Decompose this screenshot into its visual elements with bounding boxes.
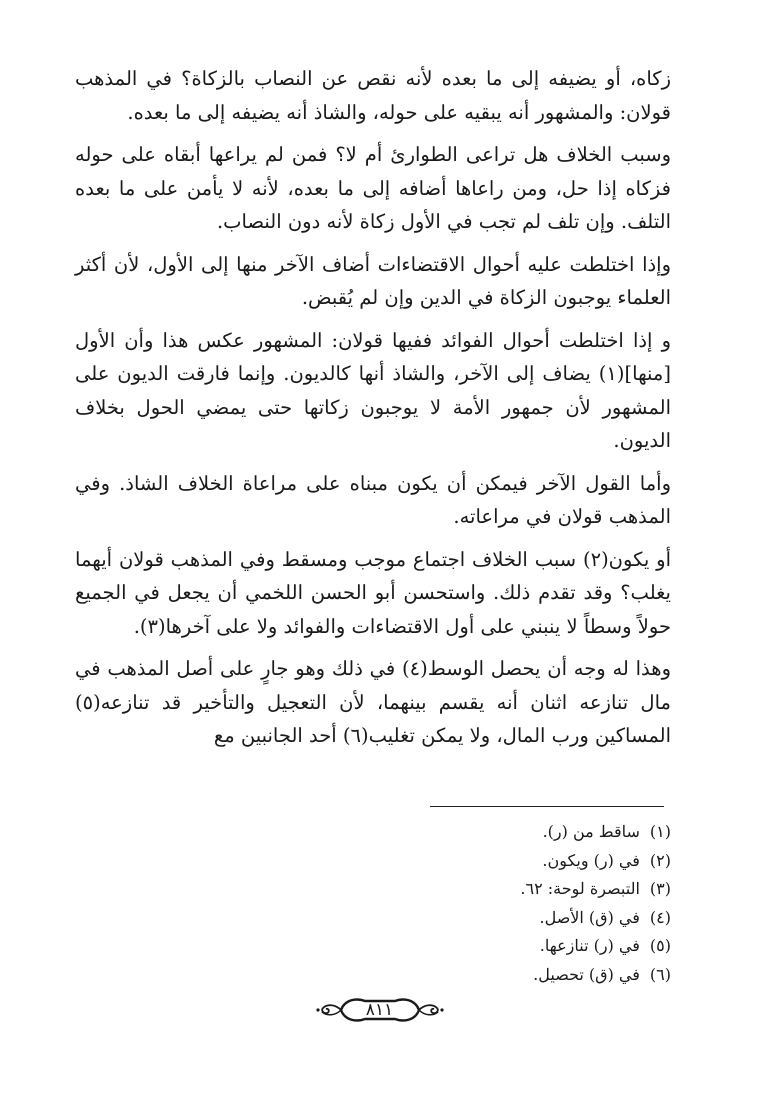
footnote-text: في (ق) تحصيل.: [533, 964, 640, 984]
footnote-5: [371, 932, 671, 961]
footnote-text: في (ر) تنازعها.: [539, 936, 640, 955]
footnote-4: [371, 904, 671, 933]
paragraph-7: وهذا له وجه أن يحصل الوسط(٤) في ذلك وهو جارٍ على أصل المذهب في مال تنازعه اثنان أنه يقسم بينهما، لأن التعجيل والتأخير قد تنازعه(٥) المساكين ورب المال، ولا يمكن تغليب(٦) أحد الجانبين مع: [75, 657, 671, 747]
paragraph-5: وأما القول الآخر فيمكن أن يكون مبناه على مراعاة الخلاف الشاذ. وفي المذهب قولان في مراعاته.: [75, 471, 671, 528]
footnote-number: (٢): [649, 850, 671, 870]
paragraph-3: وإذا اختلطت عليه أحوال الاقتضاءات أضاف الآخر منها إلى الأول، لأن أكثر العلماء يوجبون الزكاة في الدين وإن لم يُقبض.: [75, 252, 671, 309]
footnote-text: في (ر) ويكون.: [542, 850, 640, 870]
footnotes: [371, 818, 671, 989]
paragraph-1: زكاه، أو يضيفه إلى ما بعده لأنه نقص عن النصاب بالزكاة؟ في المذهب قولان: والمشهور أنه يبقيه على حوله، والشاذ أنه يضيفه إلى ما بعده.: [75, 67, 671, 124]
main-text: [75, 62, 671, 762]
page-number: ٨١١: [365, 1000, 394, 1020]
footnote-number: (٦): [649, 964, 671, 984]
footnote-number: (١): [649, 822, 671, 841]
footnote-divider: [430, 806, 664, 807]
footnote-text: ساقط من (ر).: [542, 822, 640, 841]
footnote-number: (٤): [649, 907, 671, 927]
footnote-text: التبصرة لوحة: ٦٢.: [520, 879, 640, 898]
paragraph-6: أو يكون(٢) سبب الخلاف اجتماع موجب ومسقط وفي المذهب قولان أيهما يغلب؟ وقد تقدم ذلك. واستحسن أبو الحسن اللخمي أن يجعل في الجميع حولاً وسطاً لا ينبني على أول الاقتضاءات والفوائد ولا على آخرها(٣).: [75, 547, 672, 638]
footnote-text: في (ق) الأصل.: [539, 907, 640, 927]
footnote-3: [371, 875, 671, 904]
footnote-2: [371, 847, 671, 876]
paragraph-2: وسبب الخلاف هل تراعى الطوارئ أم لا؟ فمن لم يراعها أبقاه على حوله فزكاه إذا حل، ومن راعاها أضافه إلى ما بعده، لأنه لا يأمن على ما بعده التلف. وإن تلف لم تجب في الأول زكاة لأنه دون النصاب.: [75, 143, 671, 233]
footnote-number: (٥): [649, 936, 671, 955]
footnote-6: [371, 961, 671, 990]
footnote-number: (٣): [649, 879, 671, 898]
paragraph-4: و إذا اختلطت أحوال الفوائد ففيها قولان: المشهور عكس هذا وأن الأول [منها](١) يضاف إلى الآخر، والشاذ أنها كالديون. وإنما فارقت الديون على المشهور لأن جمهور الأمة لا يوجبون زكاتها حتى يمضي الحول بخلاف الديون.: [75, 328, 671, 452]
footnote-1: [371, 818, 671, 847]
